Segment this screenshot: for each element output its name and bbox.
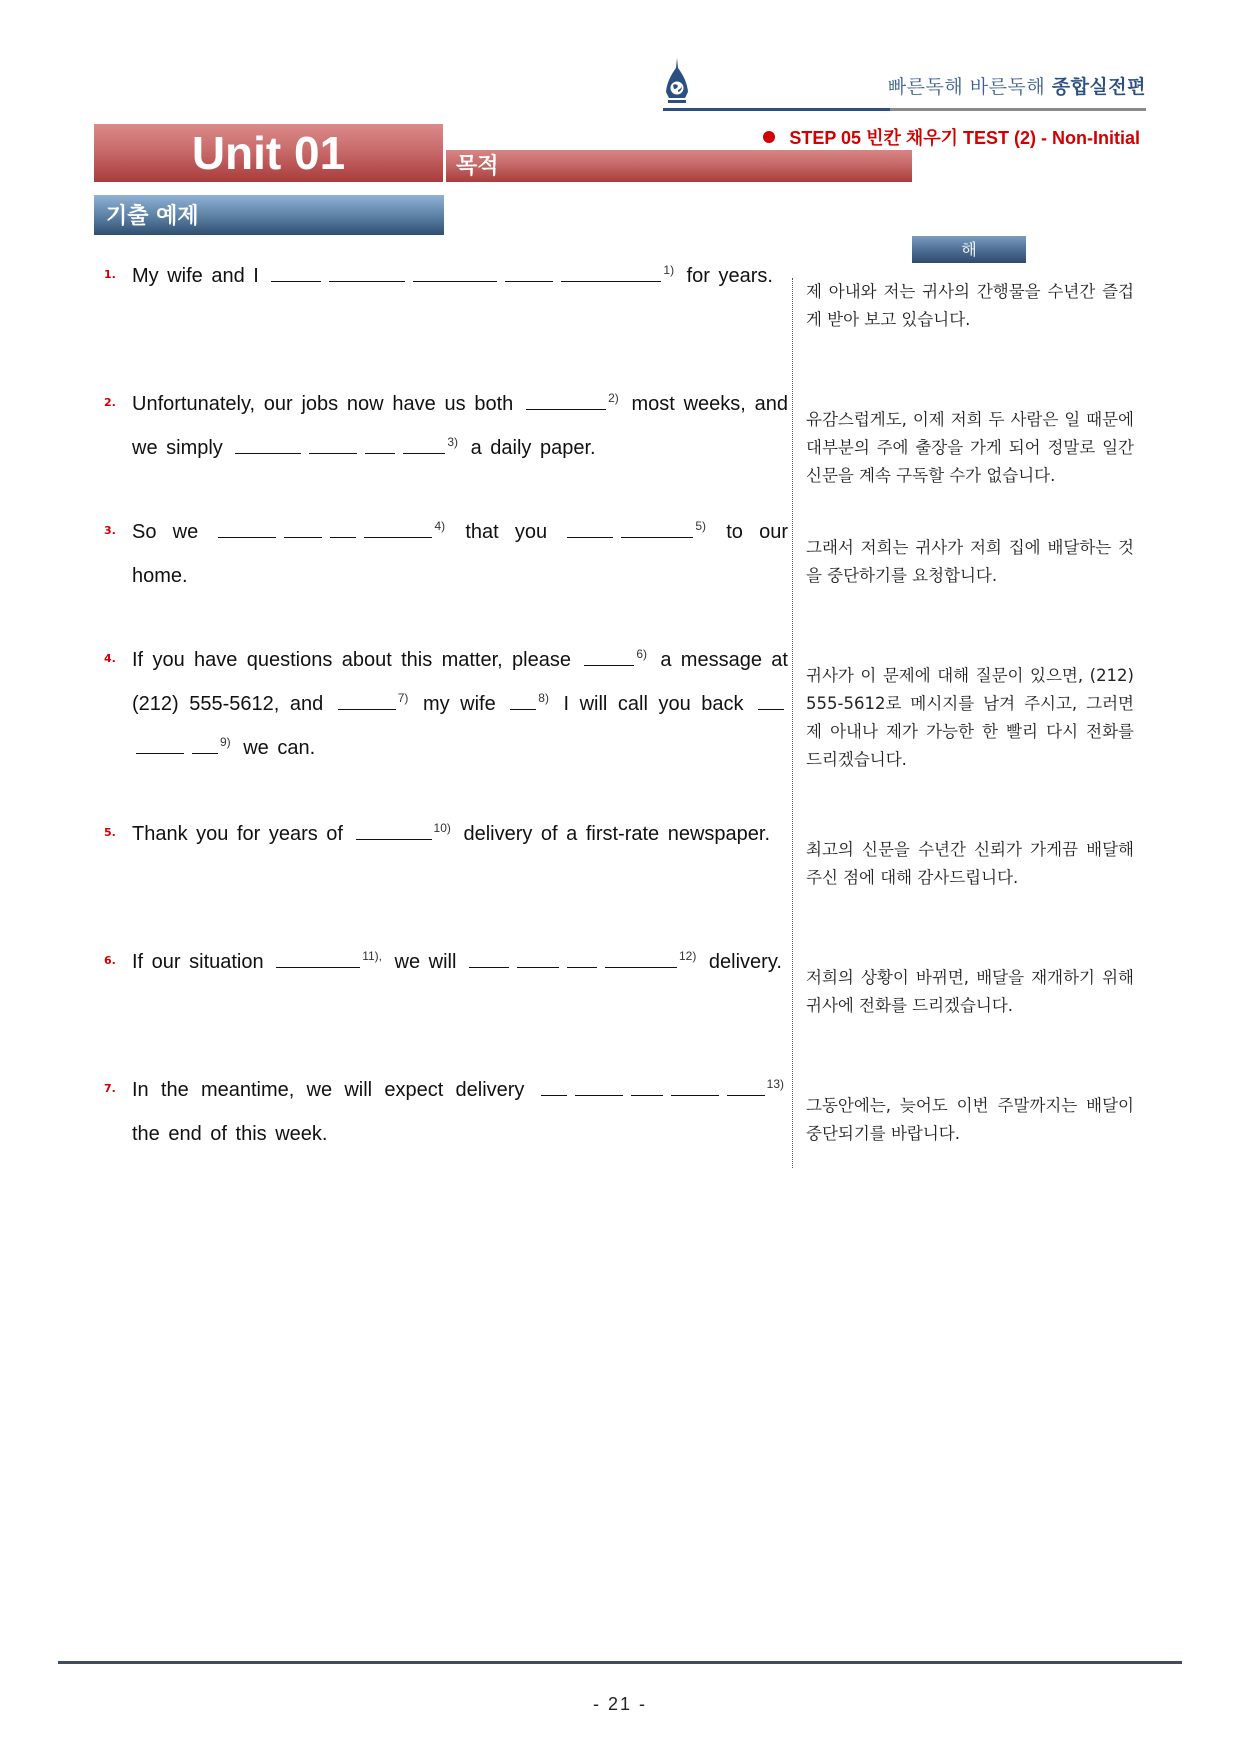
english-sentence xyxy=(132,940,788,984)
answer-blank[interactable] xyxy=(517,948,559,968)
item-number: 2. xyxy=(104,396,116,409)
answer-blank[interactable] xyxy=(510,690,536,710)
blank-index: 11), xyxy=(362,949,382,964)
sentence-text: My wife and I xyxy=(132,265,268,287)
column-divider xyxy=(792,278,793,1168)
answer-blank[interactable] xyxy=(284,518,322,538)
blank-index: 4) xyxy=(434,519,446,534)
section-heading: 기출 예제 xyxy=(94,195,444,235)
item-number: 6. xyxy=(104,954,116,967)
sentence-text: we can. xyxy=(243,737,316,759)
blank-index: 9) xyxy=(220,735,231,750)
answer-blank[interactable] xyxy=(621,518,693,538)
sentence-text: most weeks, and we simply xyxy=(132,393,788,459)
header-rule xyxy=(663,108,1146,111)
answer-blank[interactable] xyxy=(575,1076,623,1096)
blank-index: 1) xyxy=(663,263,675,278)
blank-index: 6) xyxy=(636,647,647,662)
answer-blank[interactable] xyxy=(365,434,395,454)
korean-translation: 유감스럽게도, 이제 저희 두 사람은 일 때문에 대부분의 주에 출장을 가게 되어 정말로 일간 신문을 계속 구독할 수가 없습니다. xyxy=(806,410,1134,485)
page-number: - 21 - xyxy=(592,1694,647,1714)
sentence-text: So we xyxy=(132,521,215,543)
answer-blank[interactable] xyxy=(330,518,356,538)
answer-blank[interactable] xyxy=(271,262,321,282)
answer-blank[interactable] xyxy=(235,434,301,454)
sentence-text: the end of this week. xyxy=(132,1123,328,1145)
answer-blank[interactable] xyxy=(605,948,677,968)
item-number: 1. xyxy=(104,268,116,281)
sentence-text: Thank you for years of xyxy=(132,823,352,845)
answer-blank[interactable] xyxy=(631,1076,663,1096)
sentence-text: Unfortunately, our jobs now have us both xyxy=(132,393,523,415)
item-number: 3. xyxy=(104,524,116,537)
answer-blank[interactable] xyxy=(309,434,357,454)
answer-blank[interactable] xyxy=(584,646,634,666)
english-sentence xyxy=(132,638,788,770)
korean-translation: 그동안에는, 늦어도 이번 주말까지는 배달이 중단되기를 바랍니다. xyxy=(806,1096,1134,1143)
answer-blank[interactable] xyxy=(364,518,432,538)
sentence-text: we will xyxy=(394,951,465,973)
answer-blank[interactable] xyxy=(727,1076,765,1096)
sentence-text: my wife xyxy=(422,693,507,715)
book-title-light: 빠른독해 바른독해 xyxy=(887,76,1052,98)
sentence-text: that you xyxy=(465,521,564,543)
translation-label: 해석 xyxy=(912,236,1026,263)
step-label: STEP 05 빈칸 채우기 TEST (2) - Non-Initial xyxy=(789,128,1140,148)
blank-index: 7) xyxy=(397,691,409,706)
item-number: 4. xyxy=(104,652,116,665)
book-title xyxy=(888,72,1146,99)
blank-index: 10) xyxy=(433,821,451,836)
answer-blank[interactable] xyxy=(338,690,396,710)
unit-topic: 목적 xyxy=(446,150,912,182)
sentence-text: In the meantime, we will expect delivery xyxy=(132,1079,537,1101)
korean-translation: 최고의 신문을 수년간 신뢰가 가게끔 배달해 주신 점에 대해 감사드립니다. xyxy=(806,840,1134,887)
korean-translation: 그래서 저희는 귀사가 저희 집에 배달하는 것을 중단하기를 요청합니다. xyxy=(806,538,1134,585)
blank-index: 5) xyxy=(695,519,706,534)
answer-blank[interactable] xyxy=(758,690,784,710)
english-sentence xyxy=(132,812,788,856)
sentence-text: to our home. xyxy=(132,521,788,587)
sentence-text: a daily paper. xyxy=(470,437,596,459)
korean-translation: 귀사가 이 문제에 대해 질문이 있으면, (212) 555-5612로 메시지를 남겨 주시고, 그러면 제 아내나 제가 가능한 한 빨리 다시 전화를 드리겠습니다. xyxy=(806,666,1134,769)
answer-blank[interactable] xyxy=(403,434,445,454)
answer-blank[interactable] xyxy=(136,734,184,754)
item-number: 5. xyxy=(104,826,116,839)
answer-blank[interactable] xyxy=(505,262,553,282)
english-sentence xyxy=(132,510,788,598)
sentence-text: delivery of a first-rate newspaper. xyxy=(463,823,771,845)
answer-blank[interactable] xyxy=(329,262,405,282)
korean-translation: 제 아내와 저는 귀사의 간행물을 수년간 즐겁게 받아 보고 있습니다. xyxy=(806,282,1134,329)
answer-blank[interactable] xyxy=(192,734,218,754)
sentence-text: I will call you back xyxy=(563,693,755,715)
blank-index: 12) xyxy=(679,949,697,964)
bullet-dot-icon xyxy=(763,131,775,143)
fountain-pen-globe-icon xyxy=(663,58,691,106)
answer-blank[interactable] xyxy=(541,1076,567,1096)
sentence-text: for years. xyxy=(686,265,773,287)
answer-blank[interactable] xyxy=(526,390,606,410)
answer-blank[interactable] xyxy=(276,948,360,968)
footer-rule xyxy=(58,1661,1182,1664)
step-heading xyxy=(763,124,1140,150)
book-title-bold: 종합실전편 xyxy=(1051,76,1146,98)
sentence-text: a message at (212) 555-5612, and xyxy=(132,649,788,715)
sentence-text: If our situation xyxy=(132,951,273,973)
english-sentence xyxy=(132,1068,788,1156)
answer-blank[interactable] xyxy=(561,262,661,282)
sentence-text: If you have questions about this matter, please xyxy=(132,649,581,671)
answer-blank[interactable] xyxy=(413,262,497,282)
answer-blank[interactable] xyxy=(218,518,276,538)
unit-title: Unit 01 xyxy=(94,124,443,182)
blank-index: 13) xyxy=(766,1077,784,1092)
english-sentence xyxy=(132,382,788,470)
korean-translation: 저희의 상황이 바뀌면, 배달을 재개하기 위해 귀사에 전화를 드리겠습니다. xyxy=(806,968,1134,1015)
answer-blank[interactable] xyxy=(469,948,509,968)
answer-blank[interactable] xyxy=(567,948,597,968)
blank-index: 3) xyxy=(447,435,459,450)
blank-index: 2) xyxy=(608,391,619,406)
english-sentence xyxy=(132,254,788,298)
item-number: 7. xyxy=(104,1082,116,1095)
answer-blank[interactable] xyxy=(356,820,432,840)
sentence-text: delivery. xyxy=(708,951,782,973)
answer-blank[interactable] xyxy=(671,1076,719,1096)
answer-blank[interactable] xyxy=(567,518,613,538)
blank-index: 8) xyxy=(538,691,549,706)
